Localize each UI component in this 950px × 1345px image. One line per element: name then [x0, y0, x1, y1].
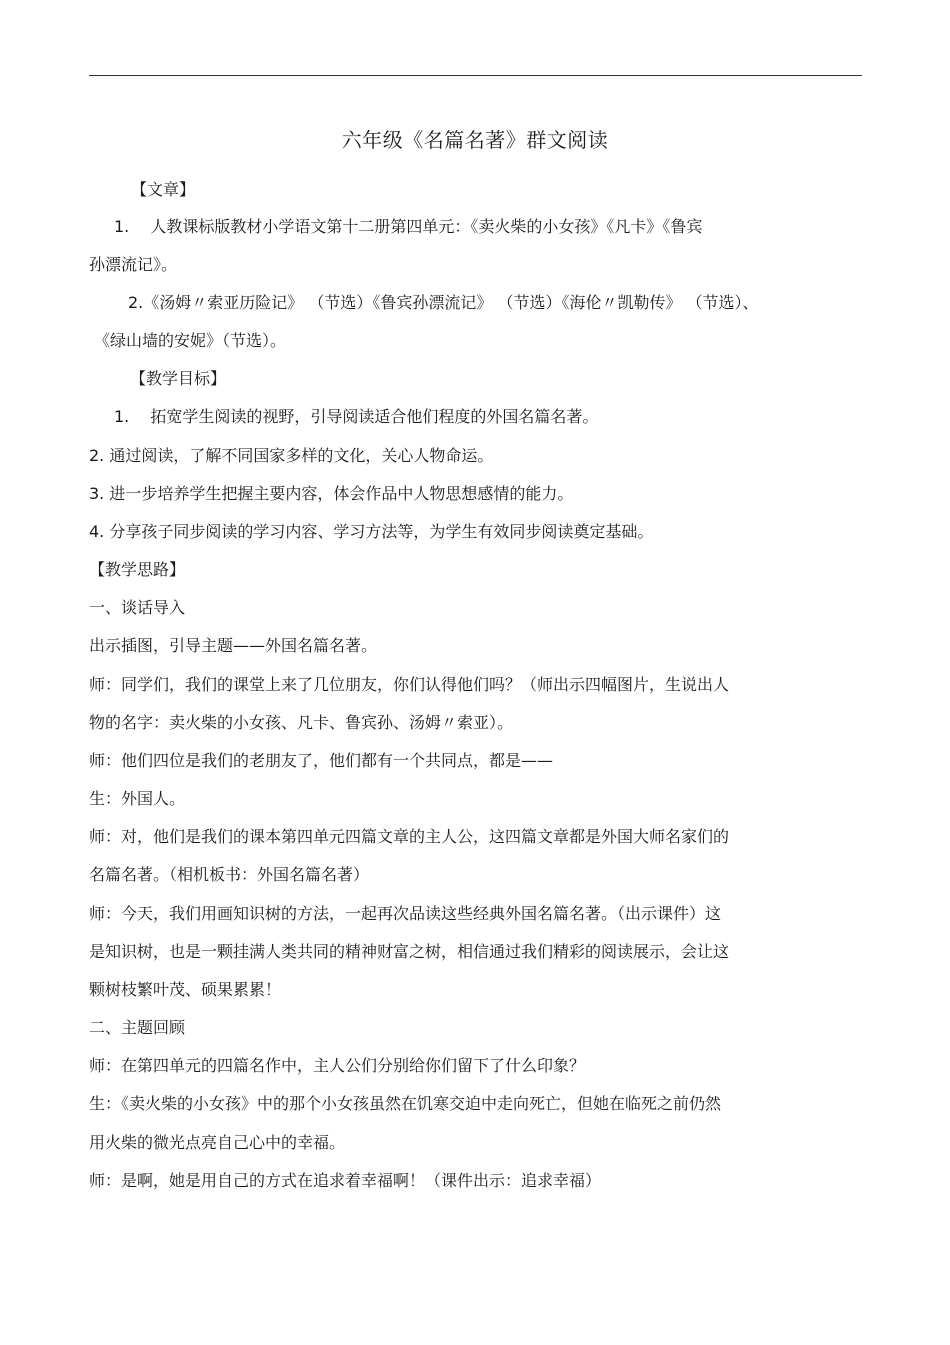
- paragraph-line: 生：外国人。: [89, 789, 186, 808]
- paragraph-line: 师：他们四位是我们的老朋友了，他们都有一个共同点，都是——: [89, 751, 554, 770]
- paragraph-line: 师：今天，我们用画知识树的方法，一起再次品读这些经典外国名篇名著。（出示课件）这: [89, 904, 722, 923]
- paragraph-line: 名篇名著。（相机板书：外国名篇名著）: [89, 865, 370, 884]
- goal-item-3: 3. 进一步培养学生把握主要内容，体会作品中人物思想感情的能力。: [89, 484, 574, 503]
- paragraph-line: 师：对，他们是我们的课本第四单元四篇文章的主人公，这四篇文章都是外国大师名家们的: [89, 827, 730, 846]
- paragraph-line: 师：在第四单元的四篇名作中，主人公们分别给你们留下了什么印象？: [89, 1056, 586, 1075]
- article-item-2: 2.《汤姆〃索亚历险记》 （节选）《鲁宾孙漂流记》 （节选）《海伦〃凯勒传》 （节选）、: [128, 293, 759, 312]
- paragraph-line: 颗树枝繁叶茂、硕果累累！: [89, 980, 282, 999]
- paragraph-line: 师：同学们，我们的课堂上来了几位朋友，你们认得他们吗？（师出示四幅图片，生说出人: [89, 675, 730, 694]
- header-rule: [89, 75, 862, 76]
- document-title: 六年级《名篇名著》群文阅读: [341, 128, 609, 152]
- paragraph-line: 物的名字：卖火柴的小女孩、凡卡、鲁宾孙、汤姆〃索亚）。: [89, 713, 514, 732]
- goal-item-4: 4. 分享孩子同步阅读的学习内容、学习方法等，为学生有效同步阅读奠定基础。: [89, 522, 654, 541]
- subsection-heading-review: 二、主题回顾: [89, 1018, 186, 1037]
- paragraph-line: 师：是啊，她是用自己的方式在追求着幸福啊！（课件出示：追求幸福）: [89, 1171, 602, 1190]
- goal-item-2: 2. 通过阅读，了解不同国家多样的文化，关心人物命运。: [89, 446, 494, 465]
- paragraph-line: 是知识树，也是一颗挂满人类共同的精神财富之树，相信通过我们精彩的阅读展示，会让这: [89, 942, 730, 961]
- paragraph-line: 用火柴的微光点亮自己心中的幸福。: [89, 1133, 346, 1152]
- article-item-1-cont: 孙漂流记》。: [89, 255, 178, 274]
- section-heading-articles: 【文章】: [131, 180, 196, 199]
- goal-item-1: 1. 拓宽学生阅读的视野，引导阅读适合他们程度的外国名篇名著。: [114, 407, 599, 426]
- article-item-2-cont: 《绿山墙的安妮》（节选）。: [94, 331, 287, 350]
- paragraph-line: 生：《卖火柴的小女孩》中的那个小女孩虽然在饥寒交迫中走向死亡，但她在临死之前仍然: [89, 1094, 722, 1113]
- subsection-heading-intro: 一、谈话导入: [89, 598, 186, 617]
- paragraph-line: 出示插图，引导主题——外国名篇名著。: [89, 636, 378, 655]
- section-heading-goals: 【教学目标】: [130, 369, 227, 388]
- section-heading-approach: 【教学思路】: [89, 560, 186, 579]
- article-item-1: 1. 人教课标版教材小学语文第十二册第四单元：《卖火柴的小女孩》《凡卡》《鲁宾: [114, 217, 703, 236]
